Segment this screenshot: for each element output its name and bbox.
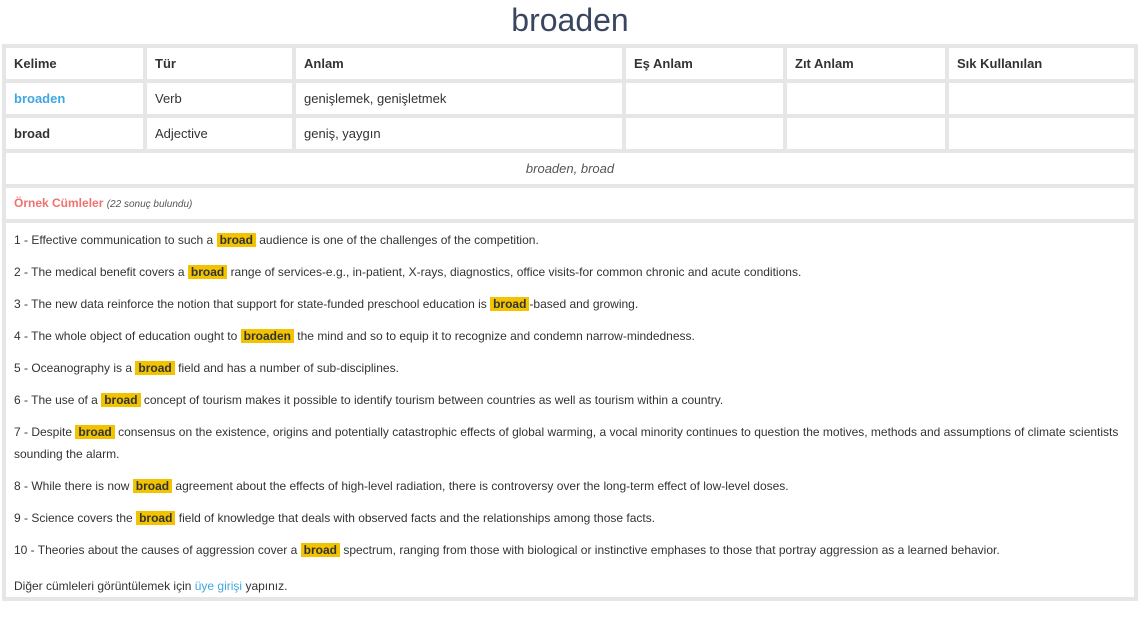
- antonym-cell: [787, 83, 945, 114]
- highlighted-word: broad: [135, 361, 174, 375]
- frequent-cell: [949, 83, 1134, 114]
- sentence-text: 8 - While there is now: [14, 479, 130, 493]
- examples-title: Örnek Cümleler: [14, 196, 104, 210]
- antonym-cell: [787, 118, 945, 149]
- examples-count: (22 sonuç bulundu): [106, 199, 193, 210]
- header-es-anlam: Eş Anlam: [626, 48, 783, 79]
- example-sentence: [14, 389, 1126, 411]
- word-text: broad: [14, 126, 51, 141]
- sentence-text: consensus on the existence, origins and potentially catastrophic effects of global warming, a vocal minority continues to question the motives, methods and assumptions of climate scientists sounding the alarm.: [14, 425, 1119, 461]
- highlighted-word: broad: [101, 393, 140, 407]
- word-link[interactable]: broaden: [14, 91, 66, 106]
- type-cell: Adjective: [147, 118, 292, 149]
- login-prompt-text: Diğer cümleleri görüntülemek için: [14, 579, 192, 593]
- table-row: [6, 83, 1134, 114]
- example-sentence: [14, 293, 1126, 315]
- highlighted-word: broad: [133, 479, 172, 493]
- word-cell[interactable]: [6, 83, 143, 114]
- sentence-text: range of services-e.g., in-patient, X-rays, diagnostics, office visits-for common chronic and acute conditions.: [230, 265, 802, 279]
- sentence-text: 1 - Effective communication to such a: [14, 233, 214, 247]
- login-prompt-text: yapınız.: [245, 579, 288, 593]
- meaning-cell: genişlemek, genişletmek: [296, 83, 622, 114]
- sentence-text: 5 - Oceanography is a: [14, 361, 133, 375]
- word-forms: broaden, broad: [6, 153, 1134, 184]
- word-cell: [6, 118, 143, 149]
- word-forms-row: [6, 153, 1134, 184]
- sentence-text: -based and growing.: [529, 297, 639, 311]
- sentence-text: field and has a number of sub-disciplines.: [178, 361, 399, 375]
- sentence-text: concept of tourism makes it possible to identify tourism between countries as well as tourism within a country.: [143, 393, 724, 407]
- example-sentence: [14, 539, 1126, 561]
- sentence-text: field of knowledge that deals with observed facts and the relationships among those facts.: [178, 511, 656, 525]
- sentence-text: 2 - The medical benefit covers a: [14, 265, 185, 279]
- example-sentence: [14, 507, 1126, 529]
- examples-header: [6, 188, 1134, 219]
- highlighted-word: broad: [217, 233, 256, 247]
- sentence-text: 4 - The whole object of education ought to: [14, 329, 238, 343]
- highlighted-word: broad: [490, 297, 529, 311]
- highlighted-word: broad: [188, 265, 227, 279]
- table-header-row: [6, 48, 1134, 79]
- examples-list: [6, 223, 1134, 597]
- sentence-text: the mind and so to equip it to recognize and condemn narrow-mindedness.: [297, 329, 695, 343]
- sentence-text: spectrum, ranging from those with biological or instinctive emphases to those that portray aggression as a learned behavior.: [343, 543, 1000, 557]
- synonym-cell: [626, 118, 783, 149]
- example-sentence: [14, 357, 1126, 379]
- header-kelime: Kelime: [6, 48, 143, 79]
- header-sik-kullanilan: Sık Kullanılan: [949, 48, 1134, 79]
- sentence-text: 7 - Despite: [14, 425, 73, 439]
- meaning-cell: geniş, yaygın: [296, 118, 622, 149]
- example-sentence: [14, 475, 1126, 497]
- sentence-text: 10 - Theories about the causes of aggression cover a: [14, 543, 298, 557]
- frequent-cell: [949, 118, 1134, 149]
- page-title: broaden: [511, 2, 629, 38]
- sentence-text: 3 - The new data reinforce the notion that support for state-funded preschool education is: [14, 297, 487, 311]
- header-tur: Tür: [147, 48, 292, 79]
- example-sentence: [14, 421, 1126, 465]
- header-anlam: Anlam: [296, 48, 622, 79]
- login-prompt: [14, 579, 1126, 593]
- login-link[interactable]: üye girişi: [194, 579, 243, 593]
- highlighted-word: broad: [136, 511, 175, 525]
- sentence-text: agreement about the effects of high-level radiation, there is controversy over the long-term effect of low-level doses.: [175, 479, 789, 493]
- sentence-text: 6 - The use of a: [14, 393, 98, 407]
- synonym-cell: [626, 83, 783, 114]
- highlighted-word: broad: [75, 425, 114, 439]
- type-cell: Verb: [147, 83, 292, 114]
- dictionary-table: [2, 44, 1138, 188]
- example-sentence: [14, 261, 1126, 283]
- example-sentence: [14, 325, 1126, 347]
- highlighted-word: broad: [301, 543, 340, 557]
- table-row: [6, 118, 1134, 149]
- sentence-text: 9 - Science covers the: [14, 511, 133, 525]
- header-zit-anlam: Zıt Anlam: [787, 48, 945, 79]
- sentence-text: audience is one of the challenges of the competition.: [259, 233, 539, 247]
- dictionary-panel: [2, 44, 1138, 601]
- highlighted-word: broaden: [241, 329, 294, 343]
- example-sentence: [14, 229, 1126, 251]
